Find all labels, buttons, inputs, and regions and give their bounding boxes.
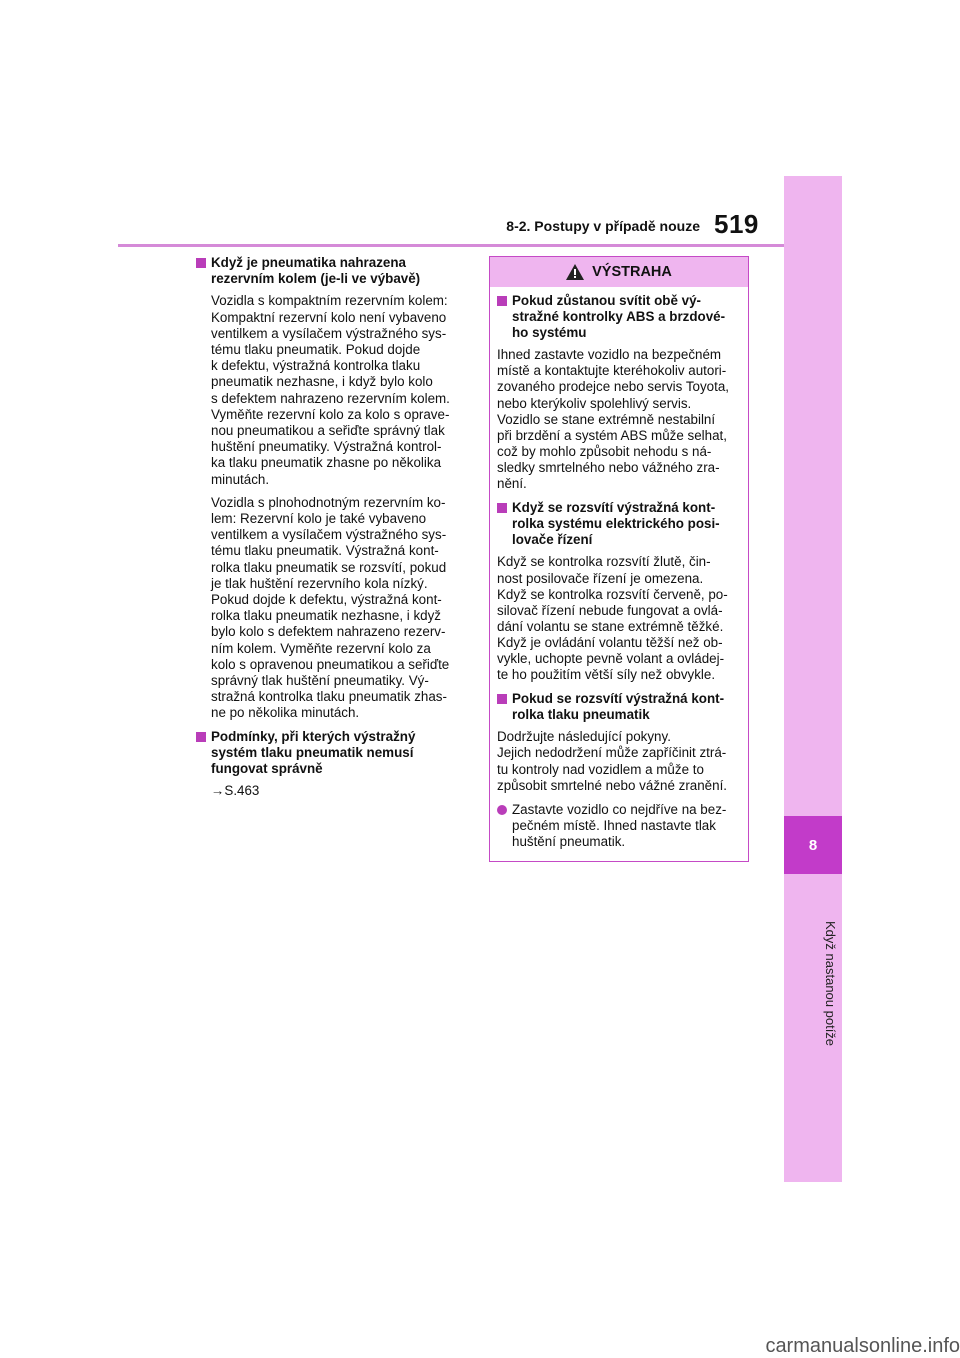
text-line: Pokud dojde k defektu, výstražná kont- [211, 592, 442, 608]
header-rule [118, 244, 784, 247]
text-line: Pokud se rozsvítí výstražná kont- [512, 691, 725, 707]
warning-header [490, 257, 748, 287]
text-line: s defektem nahrazeno rezervním kolem. [211, 390, 450, 406]
text-line: vykle, uchopte pevně volant a ovládej- [497, 650, 725, 666]
chapter-title-vertical: Když nastanou potíže [823, 921, 838, 1047]
text-line: Kompaktní rezervní kolo není vybaveno [211, 309, 447, 325]
text-line: nost posilovače řízení je omezena. [497, 570, 704, 586]
text-line: ventilkem a vysílačem výstražného sys- [211, 325, 447, 341]
chapter-number-badge: 8 [784, 816, 842, 874]
heading-conditions [211, 729, 466, 778]
heading-text [211, 729, 415, 778]
text-line: Zastavte vozidlo co nejdříve na bez- [512, 801, 727, 817]
square-bullet-icon [497, 694, 507, 704]
text-line: místě a kontaktujte kteréhokoliv autori- [497, 363, 727, 379]
text-line: ne po několika minutách. [211, 705, 360, 721]
warning-item-heading-text [512, 293, 742, 341]
text-line: ventilkem a vysílačem výstražného sys- [211, 527, 447, 543]
text-line: což by mohlo způsobit nehodu s ná- [497, 443, 712, 459]
square-bullet-icon [196, 732, 206, 742]
text-line: lovače řízení [512, 532, 593, 548]
text-line: tu kontroly nad vozidlem a může to [497, 761, 704, 777]
round-bullet-icon [497, 805, 507, 815]
text-line: nění. [497, 476, 527, 492]
warning-triangle-icon [566, 264, 584, 280]
text-line: kolo s opravenou pneumatikou a seřiďte [211, 656, 450, 672]
text-line: rolka systému elektrického posi- [512, 516, 720, 532]
text-line: fungovat správně [211, 761, 323, 777]
warning-item-heading [497, 691, 742, 723]
text-line: Pokud zůstanou svítit obě vý- [512, 293, 701, 308]
warning-item-heading-text [512, 691, 742, 723]
page-reference-link[interactable]: →S.463 [211, 783, 260, 799]
text-line: dání volantu se stane extrémně těžké. [497, 618, 724, 634]
text-line: stražné kontrolky ABS a brzdové- [512, 309, 726, 325]
text-line: Dodržujte následující pokyny. [497, 729, 671, 745]
warning-item-text [497, 347, 742, 492]
text-line: správný tlak huštění pneumatiky. Vý- [211, 673, 429, 689]
heading-spare-wheel [211, 255, 466, 287]
section-title: 8-2. Postupy v případě nouze [506, 218, 700, 234]
text-line: Vozidlo se stane extrémně nestabilní [497, 411, 716, 427]
text-line: ka tlaku pneumatik zhasne po několika [211, 455, 442, 471]
text-line: rolka tlaku pneumatik [512, 707, 650, 723]
text-line: Vozidla s kompaktním rezervním kolem: [211, 293, 448, 309]
warning-item-heading [497, 293, 742, 341]
text-line: způsobit smrtelné nebo vážné zranění. [497, 777, 728, 793]
square-bullet-icon [497, 503, 507, 513]
heading-line: rezervním kolem (je-li ve výbavě) [211, 271, 421, 287]
text-line: sledky smrtelného nebo vážného zra- [497, 459, 720, 475]
text-line: při brzdění a systém ABS může selhat, [497, 427, 727, 443]
text-line: k defektu, výstražná kontrolka tlaku [211, 358, 421, 374]
warning-body [490, 287, 748, 850]
text-line: Vozidla s plnohodnotným rezervním ko- [211, 494, 446, 510]
text-line: pneumatik nezhasne, i když bylo kolo [211, 374, 433, 390]
watermark: carmanualsonline.info [765, 1335, 960, 1357]
warning-item-text [497, 554, 742, 683]
text-line: tému tlaku pneumatik. Výstražná kont- [211, 543, 439, 559]
text-line: tému tlaku pneumatik. Pokud dojde [211, 342, 421, 358]
text-line: silovač řízení nebude fungovat a ovlá- [497, 602, 723, 618]
text-line: stražná kontrolka tlaku pneumatik zhas- [211, 689, 447, 705]
left-column [211, 255, 466, 800]
text-line: Když je ovládání volantu těžší než ob- [497, 634, 723, 650]
text-line: systém tlaku pneumatik nemusí [211, 744, 414, 760]
square-bullet-icon [497, 296, 507, 306]
warning-item-text [497, 729, 742, 793]
text-line: huštění pneumatiky. Výstražná kontrol- [211, 439, 442, 455]
text-line: Jejich nedodržení může zapříčinit ztrá- [497, 745, 727, 761]
square-bullet-icon [196, 258, 206, 268]
text-line: Ihned zastavte vozidlo na bezpečném [497, 347, 722, 363]
text-line: te ho použitím větší síly než obvykle. [497, 667, 716, 683]
text-line: bylo kolo s defektem nahrazeno rezerv- [211, 624, 446, 640]
warning-box [489, 256, 749, 862]
text-line: Když se rozsvítí výstražná kont- [512, 500, 716, 516]
text-line: Vyměňte rezervní kolo za kolo s oprave- [211, 406, 450, 422]
warning-item-heading [497, 500, 742, 548]
paragraph-compact-spare [211, 293, 466, 487]
text-line: ho systému [512, 325, 587, 341]
text-line: huštění pneumatik. [512, 833, 626, 849]
text-line: rolka tlaku pneumatik se rozsvítí, pokud [211, 559, 447, 575]
text-line: Když se kontrolka rozsvítí žlutě, čin- [497, 554, 711, 570]
text-line: minutách. [211, 471, 270, 487]
text-line: nebo kterýkoliv spolehlivý servis. [497, 395, 692, 411]
text-line: nou pneumatikou a seřiďte správný tlak [211, 423, 445, 439]
warning-bullet [497, 802, 742, 850]
text-line: ním kolem. Vyměňte rezervní kolo za [211, 640, 431, 656]
warning-bullet-text [512, 802, 726, 850]
heading-line: Když je pneumatika nahrazena [211, 255, 406, 270]
text-line: pečném místě. Ihned nastavte tlak [512, 817, 716, 833]
text-line: zovaného prodejce nebo servis Toyota, [497, 379, 730, 395]
text-line: Podmínky, při kterých výstražný [211, 728, 416, 744]
warning-item-heading-text [512, 500, 742, 548]
page-number: 519 [714, 209, 759, 239]
warning-title: VÝSTRAHA [592, 264, 672, 280]
text-line: je tlak huštění rezervního kola nízký. [211, 575, 428, 591]
text-line: rolka tlaku pneumatik nezhasne, i když [211, 608, 441, 624]
text-line: lem: Rezervní kolo je také vybaveno [211, 511, 427, 527]
paragraph-full-spare [211, 495, 466, 722]
text-line: Když se kontrolka rozsvítí červeně, po- [497, 586, 728, 602]
